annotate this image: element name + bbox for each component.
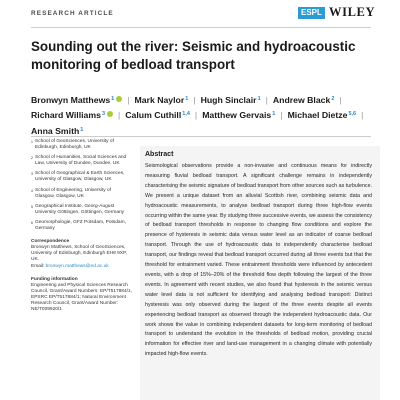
correspondence-email-line	[31, 264, 132, 270]
author-affiliation-ref[interactable]: 1	[111, 96, 115, 102]
author-name[interactable]: Matthew Gervais$^1$	[202, 110, 276, 121]
article-type-label: RESEARCH ARTICLE	[31, 10, 114, 17]
author-name[interactable]: Richard Williams$^3$	[31, 110, 113, 120]
affiliation-item: 4 School of Engineering, University of Glasgow, Glasgow, UK	[31, 187, 111, 199]
abstract-heading: Abstract	[145, 151, 174, 158]
journal-badge[interactable]: ESPL	[298, 7, 325, 19]
author-affiliation-ref[interactable]: 1	[185, 96, 189, 102]
affiliation-item: 5 Geographical Institute, Georg-August University Göttingen, Göttingen, Germany	[31, 203, 125, 215]
affiliation-item: 3 School of Geographical & Earth Sciences, University of Glasgow, Glasgow, UK	[31, 171, 125, 183]
funding-text: Engineering and Physical Sciences Research Council, Grant/Award Numbers: EP/T517884/1, EPSRC EP/T517884/1; Natural Environment Research Council, Grant/Award Number: NE/T009920/1	[31, 282, 132, 313]
author-affiliation-ref[interactable]: 1,4	[182, 111, 190, 118]
article-sidebar	[31, 139, 132, 313]
orcid-icon[interactable]	[116, 96, 122, 102]
author-affiliation-ref[interactable]: 5,6	[348, 111, 357, 118]
email-label: Email:	[31, 263, 45, 269]
author-name[interactable]: Michael Dietze$^{5,6}$	[287, 110, 357, 121]
abstract-panel	[140, 146, 380, 400]
orcid-icon[interactable]	[107, 111, 113, 117]
author-separator: |	[280, 110, 283, 121]
correspondence-text: Bronwyn Matthews, School of GeoSciences, University of Edinburgh, Edinburgh EH8 9XP, UK.	[31, 245, 127, 263]
correspondence-heading: Correspondence	[31, 239, 70, 245]
author-separator: |	[339, 95, 342, 105]
author-affiliation-ref[interactable]: 2	[331, 96, 335, 102]
funding-heading: Funding information	[31, 276, 78, 282]
author-affiliation-ref[interactable]: 1	[272, 111, 276, 118]
author-separator: |	[194, 110, 198, 121]
publisher-logo[interactable]: WILEY	[329, 5, 376, 19]
authors-divider	[31, 136, 371, 137]
author-affiliation-ref[interactable]: 1	[257, 96, 261, 102]
author-name[interactable]: Hugh Sinclair$^1$	[200, 95, 261, 105]
author-name[interactable]: Bronwyn Matthews$^1$	[31, 95, 122, 105]
journal-header	[0, 0, 400, 26]
author-name[interactable]: Andrew Black$^2$	[272, 95, 335, 105]
affiliation-item: 2 School of Humanities, Social Sciences and Law, University of Dundee, Dundee, UK	[31, 155, 127, 167]
author-separator: |	[127, 95, 130, 105]
author-name[interactable]: Anna Smith$^1$	[31, 125, 84, 136]
article-title: Sounding out the river: Seismic and hydroacoustic monitoring of bedload transport	[31, 39, 356, 72]
affiliation-item: 1 School of GeoSciences, University of Edinburgh, Edinburgh, UK	[31, 139, 114, 151]
author-separator: |	[118, 110, 121, 121]
author-name[interactable]: Mark Naylor$^1$	[134, 95, 189, 105]
author-affiliation-ref[interactable]: 3	[101, 111, 105, 118]
author-separator: |	[361, 110, 364, 121]
email-link[interactable]: bronwyn.matthews@ed.ac.uk	[45, 263, 109, 269]
abstract-text: Seismological observations provide a non-invasive and continuous means for indirectly measuring fluvial bedload transport. A significant challenge remains in independently characterising the seismic signature of bedload transport from other sources such as turbulence. We present a unique dataset from an alluvial Scottish river, combining seismic data and hydroacoustic measurements, to analyse bedload transport during three high-flow events occurring within the same year. By studying three successive events, we assess the consistency of bedload transport thresholds in response to changing flow conditions and explore the presence of hysteresis in seismic data versus water level as an indicator of coarse bedload transport. Through the use of hydroacoustic data to independently characterise bedload transport, our findings reveal that bedload transport occurred during all three events but that the threshold for entrainment varied. These entrainment thresholds were influenced by antecedent events, with a drop of 15%–20% of the threshold flow depth following the largest of the three events. In agreement with recent studies, we also found that hysteresis in the seismic versus water level data is not sufficient for identifying and analysing bedload transport: Distinct hysteresis was only observed during the largest of the three events despite all events experiencing bedload transport as observed through the independent hydroacoustic data. Our work shows the value in combining independent datasets for long-term monitoring of bedload transport to understand the evolution in the thresholds of bedload motion, providing crucial information for effective river and land-use management in a changing climate with potentially impacted high-flow events.	[145, 163, 372, 358]
header-divider	[31, 27, 371, 28]
author-name[interactable]: Calum Cuthill$^{1,4}$	[125, 110, 190, 121]
author-separator: |	[193, 95, 196, 105]
affiliation-item: 6 Geomorphologie, GFZ Potsdam, Potsdam, Germany	[31, 219, 126, 232]
author-list	[31, 92, 376, 138]
author-affiliation-ref[interactable]: 1	[80, 126, 84, 133]
author-separator: |	[265, 95, 268, 105]
